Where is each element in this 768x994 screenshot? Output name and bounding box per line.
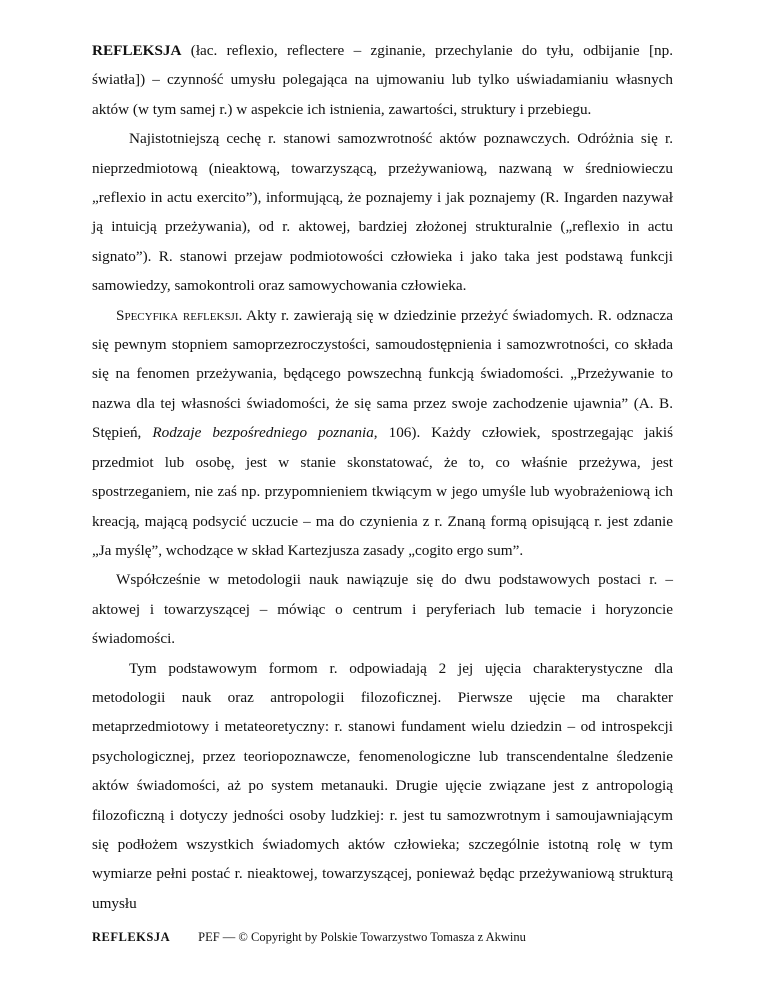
paragraph-reflection-types: Najistotniejszą cechę r. stanowi samozwrotność aktów poznawczych. Odróżnia się r. nieprzedmiotową (nieaktową, towarzyszącą, przeżywaniową, nazwaną w średniowieczu „reflexio in actu exercito”), informującą, że poznajemy i jak poznajemy (R. Ingarden nazywał ją intuicją przeżywania), od r. aktowej, bardziej złożonej strukturalnie („reflexio in actu signato”). R. stanowi przejaw podmiotowości człowieka i jako taka jest podstawą funkcji samowiedzy, samokontroli oraz samowychowania człowieka.: [92, 130, 673, 295]
paragraph-two-approaches: Tym podstawowym formom r. odpowiadają 2 jej ujęcia charakterystyczne dla metodologii nauk oraz antropologii filozoficznej. Pierwsze ujęcie ma charakter metaprzedmiotowy i metateoretyczny: r. stanowi fundament wielu dziedzin – od introspekcji psychologicznej, przez teoriopoznawcze, fenomenologiczne lub transcendentalne śledzenie aktów świadomości, aż po system metanauki. Drugie ujęcie związane jest z antropologią filozoficzną i dotyczy jedności osoby ludzkiej: r. jest tu samozwrotnym i samoujawniającym się podłożem wszystkich świadomych aktów człowieka; szczególnie istotną rolę w tym wymiarze pełni postać r. nieaktowej, towarzyszącej, ponieważ będąc przeżywaniową strukturą umysłu: [92, 659, 673, 912]
page-footer: [92, 930, 673, 945]
paragraph-methodology: Współcześnie w metodologii nauk nawiązuje się do dwu podstawowych postaci r. – aktowej i towarzyszącej – mówiąc o centrum i peryferiach lub temacie i horyzoncie świadomości.: [92, 571, 673, 648]
definition-text: (łac. reflexio, reflectere – zginanie, przechylanie do tyłu, odbijanie [np. światła]) – czynność umysłu polegająca na ujmowaniu lub tylko uświadamianiu własnych aktów (w tym samej r.) w aspekcie ich istnienia, zawartości, struktury i przebiegu.: [92, 42, 673, 118]
article-body: [92, 36, 673, 918]
footer-copyright: PEF — © Copyright by Polskie Towarzystwo Tomasza z Akwinu: [198, 930, 526, 944]
footer-title: REFLEKSJA: [92, 930, 171, 944]
paragraph-specificity: [92, 301, 673, 566]
headword: REFLEKSJA: [92, 42, 182, 59]
paragraph-definition: [92, 36, 673, 124]
section-heading: Specyfika refleksji.: [116, 306, 243, 324]
cited-work-title: Rodzaje bezpośredniego poznania: [152, 424, 374, 442]
specificity-text-2: , 106). Każdy człowiek, spostrzegając jakiś przedmiot lub osobę, jest w stanie skonstatować, że to, co właśnie przeżywa, jest spostrzeganiem, nie zaś np. przypomnieniem tkwiącym w jego umyśle lub wyobrażeniową ich kreacją, mającą podsycić uczucie – ma do czynienia z r. Znaną formą opisującą r. jest zdanie „Ja myślę”, wchodzące w skład Kartezjusza zasady „cogito ergo sum”.: [92, 424, 674, 559]
specificity-text-1: Akty r. zawierają się w dziedzinie przeżyć świadomych. R. odznacza się pewnym stopniem samoprzezroczystości, samoudostępnienia i samozwrotności, co składa się na fenomen przeżywania, będącego powszechną funkcją świadomości. „Przeżywanie to nazwa dla tej własności świadomości, że się sama przez swoje zachodzenie ujawnia” (A. B. Stępień,: [92, 306, 673, 442]
